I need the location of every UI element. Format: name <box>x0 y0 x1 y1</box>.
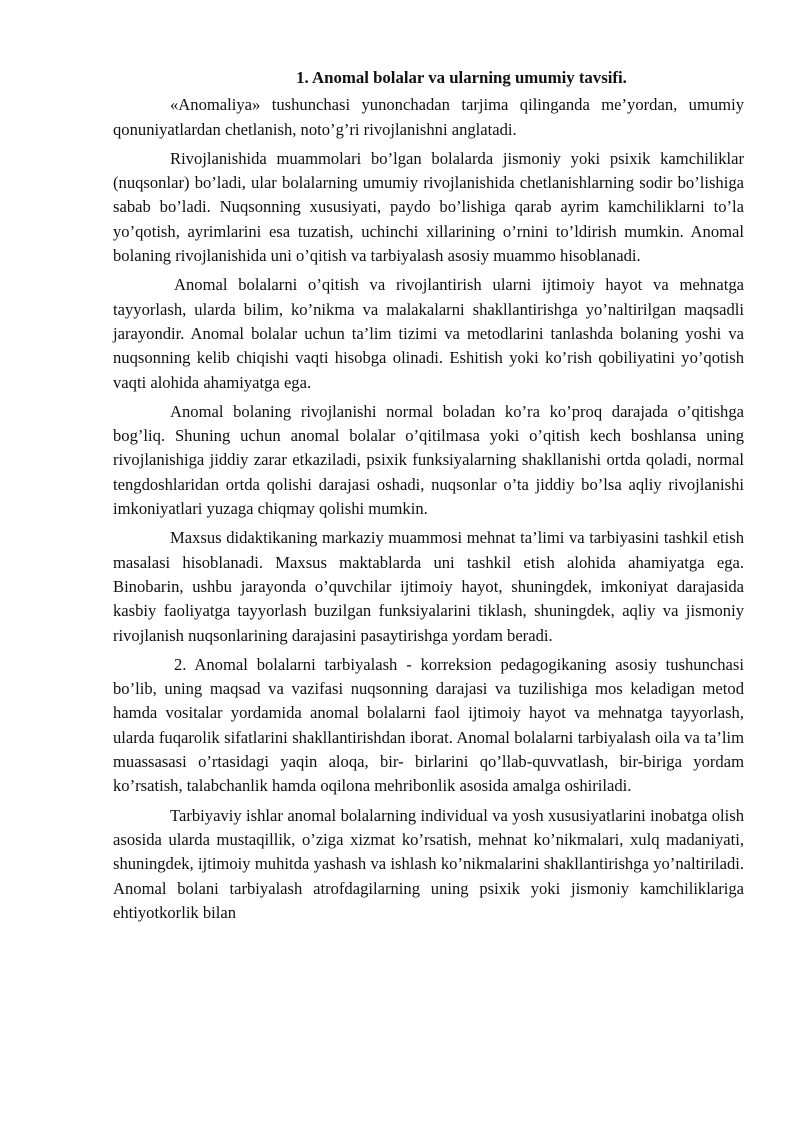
document-page <box>113 66 744 930</box>
paragraph-2: Rivojlanishida muammolari bo’lgan bolalarda jismoniy yoki psixik kamchiliklar (nuqsonlar) bo’ladi, ular bolalarning umumiy rivojlanishida chetlanishlarning sodir bo’lishiga sabab bo’ladi. Nuqsonning xususiyati, paydo bo’lishiga qarab ayrim kamchiliklarni to’la yo’qotish, ayrimlarini esa tuzatish, uchinchi xillarining o’rnini to’ldirish mumkin. Anomal bolaning rivojlanishida uni o’qitish va tarbiyalash asosiy muammo hisoblanadi. <box>113 148 744 266</box>
paragraph-1: «Anomaliya» tushunchasi yunonchadan tarjima qilinganda me’yordan, umumiy qonuniyatlardan chetlanish, noto’g’ri rivojlanishni anglatadi. <box>113 95 744 139</box>
paragraph-6: 2. Anomal bolalarni tarbiyalash - korreksion pedagogikaning asosiy tushunchasi bo’lib, uning maqsad va vazifasi nuqsonning darajasi va tuzilishiga mos keladigan metod hamda vositalar yordamida anomal bolalarni faol ijtimoiy hayot va mehnatga tayyorlash, ularda fuqarolik sifatlarini shakllantirishdan iborat. Anomal bolalarni tarbiyalash oila va ta’lim muassasasi o’rtasidagi yaqin aloqa, bir- birlarini qo’llab-quvvatlash, bir-biriga yordam ko’rsatish, talabchanlik hamda oqilona mehribonlik asosida amalga oshiriladi. <box>113 654 744 796</box>
paragraph-5: Maxsus didaktikaning markaziy muammosi mehnat ta’limi va tarbiyasini tashkil etish masalasi hisoblanadi. Maxsus maktablarda uni tashkil etish alohida ahamiyatga ega. Binobarin, ushbu jarayonda o’quvchilar ijtimoiy hayot, shuningdek, imkoniyat darajasida kasbiy faoliyatga tayyorlash buzilgan funksiyalarini tiklash, shuningdek, aqliy va jismoniy rivojlanish nuqsonlarining darajasini pasaytirishga yordam beradi. <box>113 528 744 645</box>
paragraph-4: Anomal bolaning rivojlanishi normal boladan ko’ra ko’proq darajada o’qitishga bog’liq. Shuning uchun anomal bolalar o’qitilmasa yoki o’qitish kech boshlansa uning rivojlanishiga jiddiy zarar etkaziladi, psixik funksiyalarning shakllanishi ortda qoladi, normal tengdoshlaridan ortda qolishi darajasi oshadi, nuqsonlar o’ta jiddiy bo’lsa aqliy rivojlanishi imkoniyatlari yuzaga chiqmay qolishi mumkin. <box>113 401 744 519</box>
paragraph-3: Anomal bolalarni o’qitish va rivojlantirish ularni ijtimoiy hayot va mehnatga tayyorlash, ularda bilim, ko’nikma va malakalarni shakllantirishga yo’naltirilgan maqsadli jarayondir. Anomal bolalar uchun ta’lim tizimi va metodlarini tanlashda bolaning yoshi va nuqsonning kelib chiqishi vaqti hisobga olinadi. Eshitish yoki ko’rish qobiliyatini yo’qotish vaqti alohida ahamiyatga ega. <box>113 275 744 392</box>
section-title: 1. Anomal bolalar va ularning umumiy tavsifi. <box>296 68 627 87</box>
paragraph-7: Tarbiyaviy ishlar anomal bolalarning individual va yosh xususiyatlarini inobatga olish asosida ularda mustaqillik, o’ziga xizmat ko’rsatish, mehnat ko’nikmalari, xulq madaniyati, shuningdek, ijtimoiy muhitda yashash va ishlash ko’nikmalarini shakllantirishga yo’naltiriladi. Anomal bolani tarbiyalash atrofdagilarning uning psixik yoki jismoniy kamchiliklariga ehtiyotkorlik bilan <box>113 805 744 922</box>
